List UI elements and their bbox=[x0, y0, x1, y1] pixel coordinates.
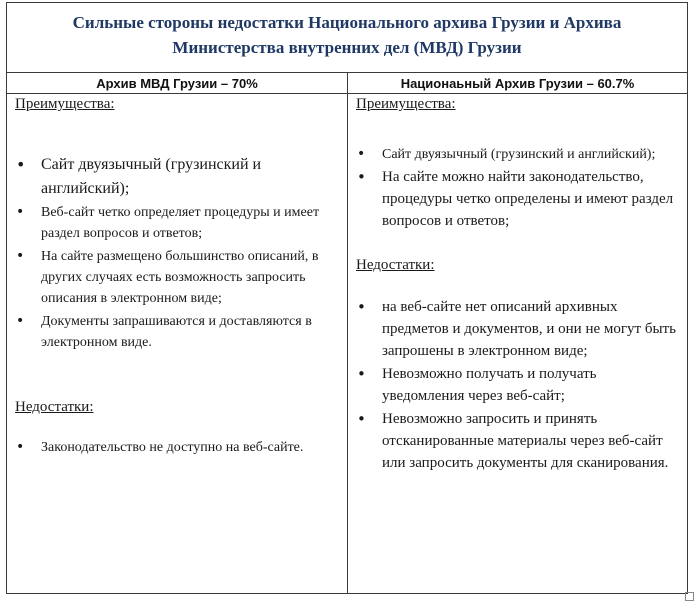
column-header-mvd: Архив МВД Грузии – 70% bbox=[7, 73, 347, 94]
column-mvd-archive bbox=[7, 73, 348, 593]
comparison-table bbox=[6, 2, 688, 594]
column-header-national: Национаьный Архив Грузии – 60.7% bbox=[348, 73, 687, 94]
disadvantages-list bbox=[15, 437, 341, 458]
list-item: • Невозможно получать и получать уведомления через веб-сайт; bbox=[356, 363, 681, 407]
list-item: • Невозможно запросить и принять отсканированные материалы через веб-сайт или запросить документы для сканирования. bbox=[356, 408, 681, 474]
list-item: • Документы запрашиваются и доставляются в электронном виде. bbox=[15, 311, 341, 353]
column-body-national bbox=[348, 94, 687, 474]
advantages-list bbox=[356, 144, 681, 232]
list-item: • Законодательство не доступно на веб-сайте. bbox=[15, 437, 341, 458]
advantages-list bbox=[15, 153, 341, 353]
list-item: • Сайт двуязычный (грузинский и английский); bbox=[15, 153, 341, 201]
advantages-label: Преимущества: bbox=[356, 96, 456, 112]
list-item: • На сайте размещено большинство описаний, в других случаях есть возможность запросить описания в электронном виде; bbox=[15, 246, 341, 309]
resize-handle-icon bbox=[685, 592, 694, 601]
column-body-mvd bbox=[7, 94, 347, 458]
table-title: Сильные стороны недостатки Национального архива Грузии и Архива Министерства внутренних дел (МВД) Грузии bbox=[7, 3, 687, 73]
disadvantages-label: Недостатки: bbox=[356, 257, 435, 273]
disadvantages-label: Недостатки: bbox=[15, 399, 94, 415]
column-national-archive bbox=[348, 73, 687, 593]
list-item: • Сайт двуязычный (грузинский и английский); bbox=[356, 144, 681, 165]
list-item: • Веб-сайт четко определяет процедуры и имеет раздел вопросов и ответов; bbox=[15, 202, 341, 244]
table-columns bbox=[7, 73, 687, 593]
list-item: • На сайте можно найти законодательство, процедуры четко определены и имеют раздел вопросов и ответов; bbox=[356, 166, 681, 232]
disadvantages-list bbox=[356, 296, 681, 474]
advantages-label: Преимущества: bbox=[15, 96, 115, 112]
list-item: • на веб-сайте нет описаний архивных предметов и документов, и они не могут быть запрошены в электронном виде; bbox=[356, 296, 681, 362]
